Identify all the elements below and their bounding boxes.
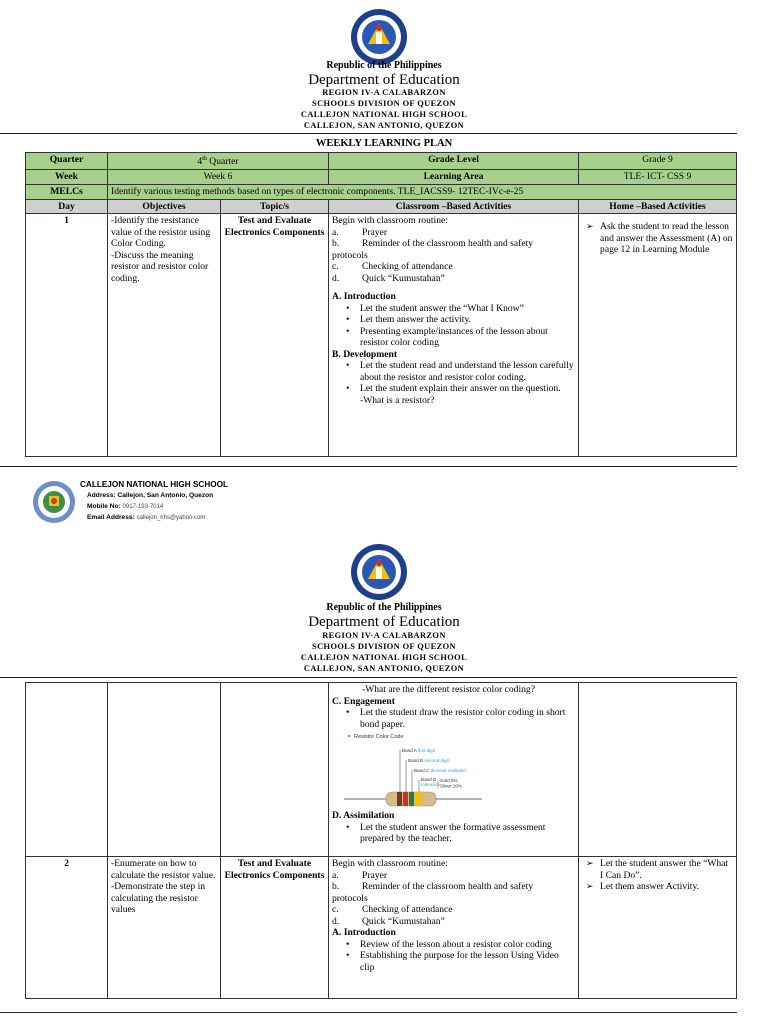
header-school: CALLEJON NATIONAL HIGH SCHOOL (300, 653, 468, 662)
diagram-title: Resistor Color Code (354, 734, 404, 740)
deped-seal-icon (350, 8, 408, 66)
list-item: • Let the student explain their answer on the question. (346, 383, 561, 395)
day1-dev-heading: B. Development (332, 348, 398, 360)
col-day-header: Day (26, 199, 108, 214)
day1-topic: Test and Evaluate Electronics Components (221, 214, 329, 457)
day1-classroom-activities-cont (329, 683, 579, 857)
svg-text:Band D: Band D (421, 777, 437, 782)
list-item: • Establishing the purpose for the lesson Using Video clip (346, 950, 559, 973)
col-objectives-header: Objectives (108, 199, 221, 214)
header-region: REGION IV-A CALABARZON (322, 88, 446, 97)
header-division: SCHOOLS DIVISION OF QUEZON (312, 642, 456, 651)
list-item: • Let the student read and understand the lesson carefully about the resistor and resistor color coding. (346, 360, 574, 383)
day1-intro-heading: A. Introduction (332, 291, 396, 303)
week-value: Week 6 (108, 169, 329, 184)
footer-address: Address: Callejon, San Antonio, Quezon (87, 492, 214, 499)
list-item: a. Prayer (332, 869, 388, 881)
list-item: • Review of the lesson about a resistor color coding (346, 938, 552, 950)
day2-routine-cont: protocols (332, 892, 368, 904)
day2-home-activities (579, 857, 737, 999)
col-home-header: Home –Based Activities (579, 199, 737, 214)
day2-classroom-activities (329, 857, 579, 999)
svg-text:tolerance: tolerance (421, 782, 440, 787)
day1-objectives: -Identify the resistance value of the resistor using Color Coding. -Discuss the meaning resistor and resistor color coding. (108, 214, 221, 457)
day1-routine-intro: Begin with classroom routine: (332, 215, 448, 227)
header-division: SCHOOLS DIVISION OF QUEZON (312, 99, 456, 108)
weekly-plan-table-continued (25, 682, 737, 999)
list-item: • Let the student answer the formative assessment prepared by the teacher. (346, 821, 546, 844)
col-classroom-header: Classroom –Based Activities (329, 199, 579, 214)
list-item: a. Prayer (332, 226, 388, 238)
footer-email: Email Address: callejon_nhs@yahoo.com (87, 514, 206, 521)
quarter-label: Quarter (26, 153, 108, 170)
header-department: Department of Education (308, 72, 460, 88)
day1-home-activities (579, 214, 737, 457)
learning-area-label: Learning Area (329, 169, 579, 184)
list-item: • Let the student draw the resistor color coding in short bond paper. (346, 707, 566, 730)
list-item: • Presenting example/instances of the lesson about resistor color coding (346, 325, 548, 349)
list-item: ➢ Let the student answer the “What I Can Do”. (586, 858, 729, 881)
day1-eng-heading: C. Engagement (332, 695, 395, 707)
deped-seal-icon (350, 543, 408, 601)
header-republic: Republic of the Philippines (326, 60, 442, 71)
list-item: • Let the student answer the “What I Know” (346, 302, 524, 314)
melcs-value: Identify various testing methods based on types of electronic components. TLE_IACSS9- 12TEC-IVc-e-25 (108, 184, 737, 199)
day2-intro-heading: A. Introduction (332, 927, 396, 938)
col-topic-header: Topic/s (221, 199, 329, 214)
header-rule (0, 133, 737, 134)
svg-text:Band A first digit: Band A first digit (402, 748, 435, 753)
quarter-value: 4th Quarter (108, 153, 329, 170)
footer-school-name: CALLEJON NATIONAL HIGH SCHOOL (80, 480, 228, 489)
list-item: c. Checking of attendance (332, 904, 453, 915)
grade-level-value: Grade 9 (579, 153, 737, 170)
learning-area-value: TLE- ICT- CSS 9 (579, 169, 737, 184)
day1-dev-question: -What is a resistor? (360, 394, 435, 406)
list-item: • Let them answer the activity. (346, 314, 472, 326)
header-rule (0, 677, 737, 678)
school-logo-icon (32, 480, 76, 524)
day1-dev-question-2: -What are the different resistor color coding? (362, 684, 535, 695)
list-item: d. Quick “Kumustahan” (332, 272, 445, 284)
svg-text:Silver 10%: Silver 10% (440, 783, 462, 789)
day2-objectives: -Enumerate on how to calculate the resistor value. -Demonstrate the step in calculating the resistor values (108, 857, 221, 999)
header-republic: Republic of the Philippines (326, 602, 442, 613)
svg-text:Gold 5%: Gold 5% (440, 778, 458, 783)
header-address: CALLEJON, SAN ANTONIO, QUEZON (303, 664, 465, 673)
day1-assim-heading: D. Assimilation (332, 810, 395, 821)
day2-topic: Test and Evaluate Electronics Components (221, 857, 329, 999)
grade-level-label: Grade Level (329, 153, 579, 170)
list-item: ➢ Let them answer Activity. (586, 881, 700, 892)
weekly-plan-table (25, 152, 737, 457)
day1-routine-cont: protocols (332, 249, 368, 261)
header-school: CALLEJON NATIONAL HIGH SCHOOL (300, 110, 468, 119)
svg-text:Band C decimal multiplier: Band C decimal multiplier (414, 768, 467, 773)
page1-bottom-rule (0, 466, 737, 467)
day2-number: 2 (26, 857, 108, 999)
list-item: c. Checking of attendance (332, 261, 453, 273)
header-region: REGION IV-A CALABARZON (322, 631, 446, 640)
plan-title: WEEKLY LEARNING PLAN (315, 138, 453, 149)
header-address: CALLEJON, SAN ANTONIO, QUEZON (303, 121, 465, 130)
day1-classroom-activities (329, 214, 579, 457)
melcs-label: MELCs (26, 184, 108, 199)
svg-text:Band B second digit: Band B second digit (408, 758, 449, 763)
list-item: d. Quick “Kumustahan” (332, 915, 445, 927)
list-item: ➢ Ask the student to read the lesson and answer the Assessment (A) on page 12 in Learning Module (586, 221, 733, 256)
resistor-color-code-diagram (342, 730, 502, 810)
day1-number: 1 (26, 214, 108, 457)
list-item: b. Reminder of the classroom health and safety (332, 881, 534, 892)
page2-bottom-rule (0, 1012, 737, 1013)
header-department: Department of Education (308, 614, 460, 630)
day2-routine-intro: Begin with classroom routine: (332, 858, 448, 869)
footer-mobile: Mobile No: 0917-193-7014 (87, 503, 164, 510)
week-label: Week (26, 169, 108, 184)
list-item: b. Reminder of the classroom health and safety (332, 238, 534, 250)
